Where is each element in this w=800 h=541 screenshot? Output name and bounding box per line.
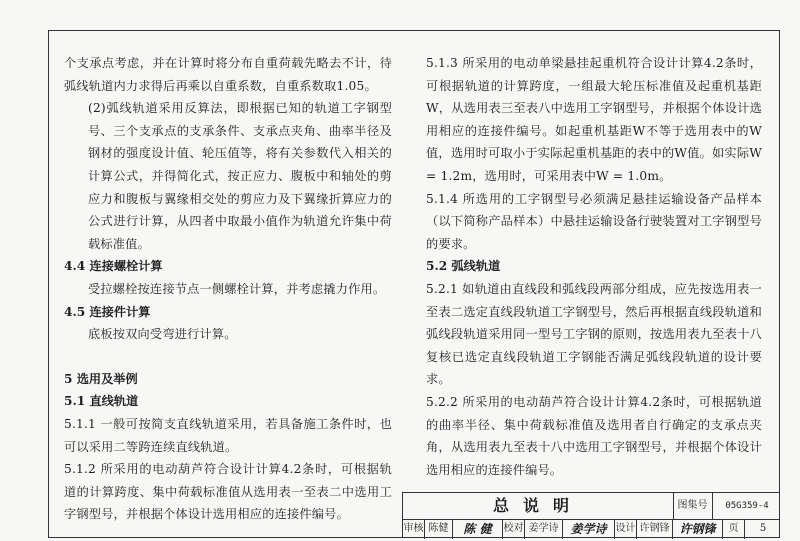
- checker-name: 姜学诗: [525, 519, 563, 539]
- heading-4-5: 4.5 连接件计算: [64, 304, 151, 319]
- sheet-title: 总说明: [403, 493, 674, 519]
- designer-signature: 许钢锋: [673, 519, 723, 539]
- title-block: [402, 492, 780, 538]
- design-label: 设计: [615, 519, 637, 539]
- right-column: [426, 52, 762, 481]
- heading-4-4: 4.4 连接螺栓计算: [64, 259, 163, 274]
- page-label: 页: [723, 519, 745, 539]
- paragraph-continued: 个支承点考虑，并在计算时将分布自重荷载先略去不计，待弧线轨道内力求得后再乘以自重系数，自重系数取1.05。: [64, 56, 392, 93]
- review-label: 审核: [403, 519, 425, 539]
- paragraph-5-2-2: 5.2.2 所采用的电动葫芦符合设计计算4.2条时，可根据轨道的曲率半径、集中荷载标准值及选用者自行确定的支承点夹角，从选用表九至表十八中选用工字钢型号，并根据个体设计选用相应的连接件编号。: [426, 394, 762, 477]
- page-number: 5: [759, 523, 767, 534]
- paragraph-4-5: 底板按双向受弯进行计算。: [88, 327, 237, 342]
- check-label: 校对: [503, 519, 525, 539]
- paragraph-5-1-4: 5.1.4 所选用的工字钢型号必须满足悬挂运输设备产品样本（以下简称产品样本）中悬挂运输设备行驶装置对工字钢型号的要求。: [426, 191, 762, 251]
- left-column: [64, 52, 392, 526]
- atlas-number-label: 图集号: [673, 493, 713, 519]
- paragraph-arc-back-calculation: (2)弧线轨道采用反算法，即根据已知的轨道工字钢型号、三个支承点的支承条件、支承点夹角、曲率半径及钢材的强度设计值、轮压值等，将有关参数代入相关的计算公式，并得简化式，按正应力、腹板中和轴处的剪应力和腹板与翼缘相交处的剪应力及下翼缘折算应力的公式进行计算，从四者中取最小值作为轨道允许集中荷载标准值。: [88, 101, 392, 251]
- heading-5-1: 5.1 直线轨道: [64, 394, 139, 409]
- reviewer-name: 陈健: [425, 519, 453, 539]
- spacer: [64, 346, 392, 368]
- paragraph-5-2-1: 5.2.1 如轨道由直线段和弧线段两部分组成，应先按选用表一至表二选定直线段轨道工字钢型号，然后再根据直线段轨道和弧线段轨道采用同一型号工字钢的原则，按选用表九至表十八复核已选定直线段轨道工字钢能否满足弧线段轨道的设计要求。: [426, 281, 762, 387]
- heading-5-2: 5.2 弧线轨道: [426, 259, 501, 274]
- paragraph-4-4: 受拉螺栓按连接节点一侧螺栓计算，并考虑撬力作用。: [88, 281, 386, 296]
- designer-name: 许钢锋: [637, 519, 673, 539]
- reviewer-signature: 陈 健: [453, 519, 503, 539]
- title-block-row-top: [403, 493, 780, 520]
- paragraph-5-1-3: 5.1.3 所采用的电动单梁悬挂起重机符合设计计算4.2条时，可根据轨道的计算跨度，一组最大轮压标准值及起重机基距W，从选用表三至表八中选用工字钢型号，并根据个体设计选用相应的连接件编号。如起重机基距W不等于选用表中的W值，选用时可取小于实际起重机基距的表中的W值。如实际W = 1.2m，选用时，可采用表中W = 1.0m。: [426, 56, 762, 183]
- checker-signature: 姜学诗: [563, 519, 615, 539]
- heading-5: 5 选用及举例: [64, 371, 138, 386]
- atlas-number: 05G359-4: [725, 501, 769, 511]
- paragraph-5-1-2: 5.1.2 所采用的电动葫芦符合设计计算4.2条时，可根据轨道的计算跨度、集中荷载标准值从选用表一至表二中选用工字钢型号，并根据个体设计选用相应的连接件编号。: [64, 462, 392, 522]
- paragraph-5-1-1: 5.1.1 一般可按简支直线轨道采用，若具备施工条件时，也可以采用二等跨连续直线轨道。: [64, 416, 392, 454]
- title-block-row-signatures: [403, 519, 780, 539]
